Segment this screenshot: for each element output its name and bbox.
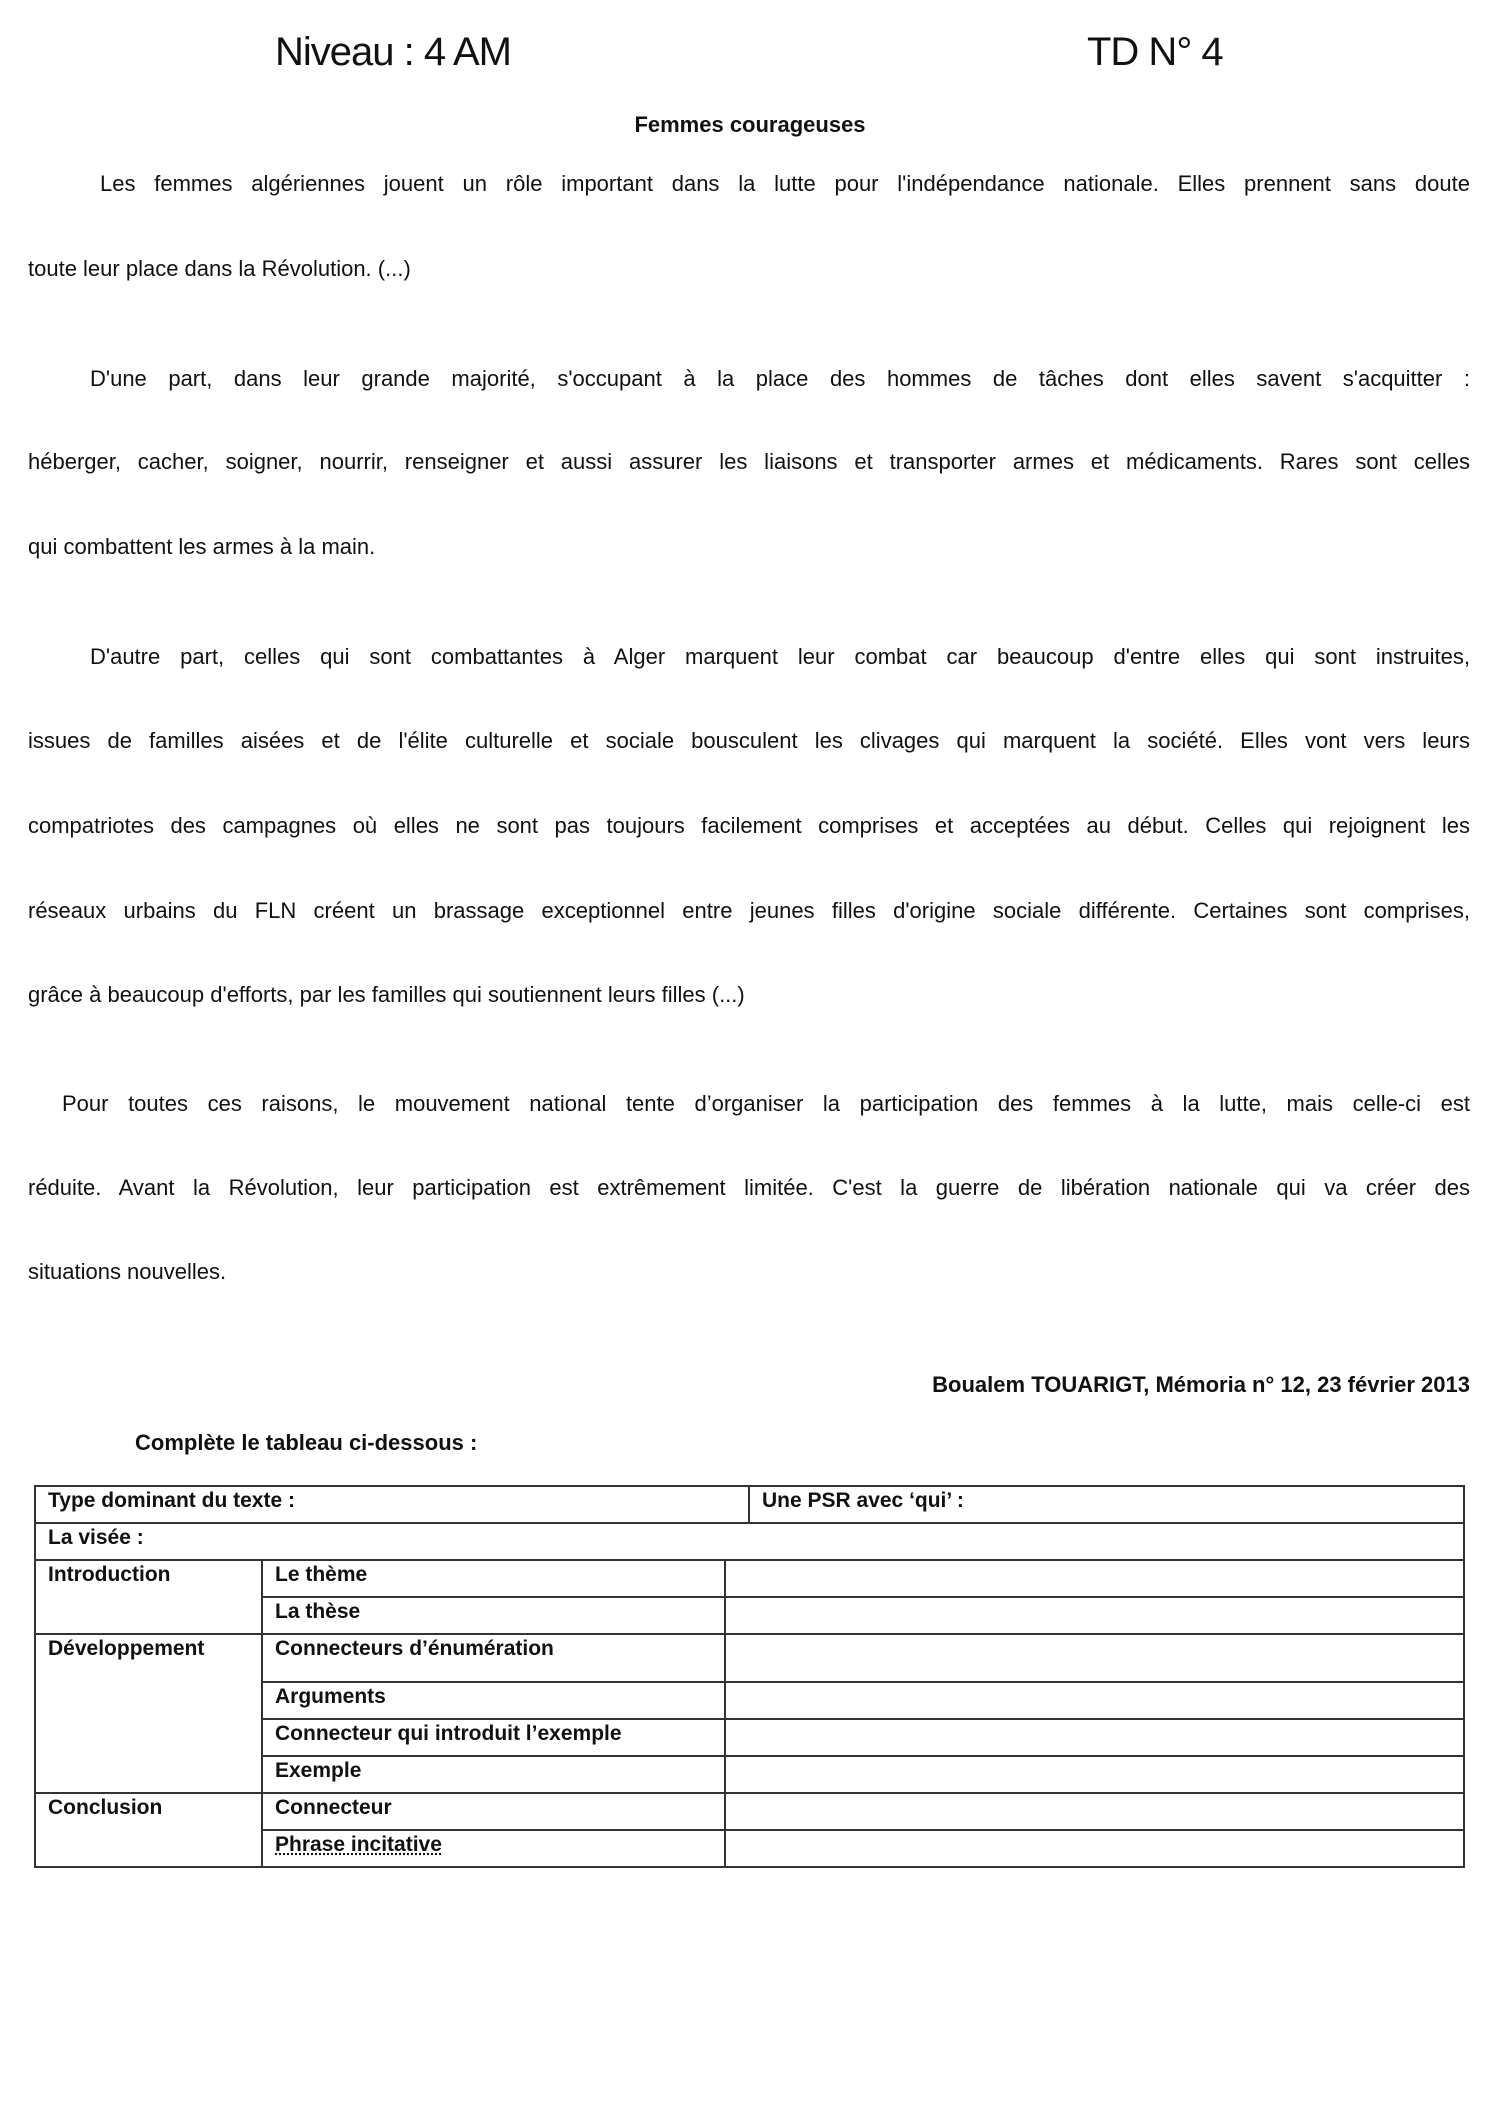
paragraph-line: Les femmes algériennes jouent un rôle important dans la lutte pour l'indépendance nationale. Elles prennent sans doute bbox=[100, 171, 1470, 196]
answer-cell[interactable] bbox=[725, 1830, 1464, 1867]
row-label-cell bbox=[262, 1830, 725, 1867]
td-number: TD N° 4 bbox=[1087, 30, 1223, 74]
paragraph-line: toute leur place dans la Révolution. (...) bbox=[28, 256, 411, 281]
table-row bbox=[35, 1560, 1464, 1597]
paragraph-line: réduite. Avant la Révolution, leur participation est extrêmement limitée. C'est la guerre de libération nationale qui va créer des bbox=[28, 1175, 1470, 1200]
table-row bbox=[35, 1793, 1464, 1830]
answer-cell[interactable] bbox=[725, 1719, 1464, 1756]
visee-label: La visée : bbox=[48, 1526, 144, 1549]
row-label: La thèse bbox=[275, 1600, 361, 1623]
answer-cell[interactable] bbox=[725, 1756, 1464, 1793]
paragraph-line: issues de familles aisées et de l'élite culturelle et sociale bousculent les clivages qui marquent la société. Elles vont vers leurs bbox=[28, 728, 1470, 753]
psr-cell[interactable] bbox=[749, 1486, 1464, 1523]
section-name: Introduction bbox=[35, 1560, 262, 1634]
paragraph-line: D'autre part, celles qui sont combattantes à Alger marquent leur combat car beaucoup d'entre elles qui sont instruites, bbox=[90, 644, 1470, 669]
instruction: Complète le tableau ci-dessous : bbox=[135, 1430, 478, 1455]
row-label-cell bbox=[262, 1682, 725, 1719]
paragraph-line: héberger, cacher, soigner, nourrir, renseigner et aussi assurer les liaisons et transporter armes et médicaments. Rares sont celles bbox=[28, 449, 1470, 474]
psr-label: Une PSR avec ‘qui’ : bbox=[762, 1489, 964, 1512]
row-label: Connecteur qui introduit l’exemple bbox=[275, 1722, 622, 1745]
row-label-cell bbox=[262, 1719, 725, 1756]
row-label-cell bbox=[262, 1597, 725, 1634]
row-label-cell bbox=[262, 1793, 725, 1830]
row-label: Connecteur bbox=[275, 1796, 392, 1819]
paragraph-line: situations nouvelles. bbox=[28, 1259, 227, 1284]
visee-cell[interactable] bbox=[35, 1523, 1464, 1560]
type-label: Type dominant du texte : bbox=[48, 1489, 295, 1512]
table-row bbox=[35, 1634, 1464, 1682]
paragraph-line: qui combattent les armes à la main. bbox=[28, 534, 376, 559]
level-heading: Niveau : 4 AM bbox=[275, 30, 512, 74]
row-label: Le thème bbox=[275, 1563, 368, 1586]
row-label: Phrase incitative bbox=[275, 1833, 442, 1856]
answer-cell[interactable] bbox=[725, 1793, 1464, 1830]
answer-cell[interactable] bbox=[725, 1634, 1464, 1682]
answer-cell[interactable] bbox=[725, 1597, 1464, 1634]
row-label: Connecteurs d’énumération bbox=[275, 1637, 554, 1660]
paragraph-line: réseaux urbains du FLN créent un brassage exceptionnel entre jeunes filles d'origine sociale différente. Certaines sont comprises, bbox=[28, 898, 1470, 923]
type-cell[interactable] bbox=[35, 1486, 749, 1523]
row-label: Exemple bbox=[275, 1759, 362, 1782]
section-name: Conclusion bbox=[35, 1793, 262, 1867]
answer-cell[interactable] bbox=[725, 1682, 1464, 1719]
paragraph-line: compatriotes des campagnes où elles ne sont pas toujours facilement comprises et acceptées au début. Celles qui rejoignent les bbox=[28, 813, 1470, 838]
answer-cell[interactable] bbox=[725, 1560, 1464, 1597]
paragraph-line: grâce à beaucoup d'efforts, par les familles qui soutiennent leurs filles (...) bbox=[28, 982, 745, 1007]
row-label-cell bbox=[262, 1634, 725, 1682]
row-label: Arguments bbox=[275, 1685, 386, 1708]
row-label-cell bbox=[262, 1560, 725, 1597]
text-title: Femmes courageuses bbox=[634, 112, 866, 137]
section-name: Développement bbox=[35, 1634, 262, 1793]
row-label-cell bbox=[262, 1756, 725, 1793]
paragraph-line: D'une part, dans leur grande majorité, s'occupant à la place des hommes de tâches dont elles savent s'acquitter : bbox=[90, 366, 1470, 391]
source-citation: Boualem TOUARIGT, Mémoria n° 12, 23 février 2013 bbox=[932, 1372, 1470, 1397]
exercise-table bbox=[34, 1485, 1465, 1868]
paragraph-line: Pour toutes ces raisons, le mouvement national tente d’organiser la participation des femmes à la lutte, mais celle-ci est bbox=[62, 1091, 1470, 1116]
